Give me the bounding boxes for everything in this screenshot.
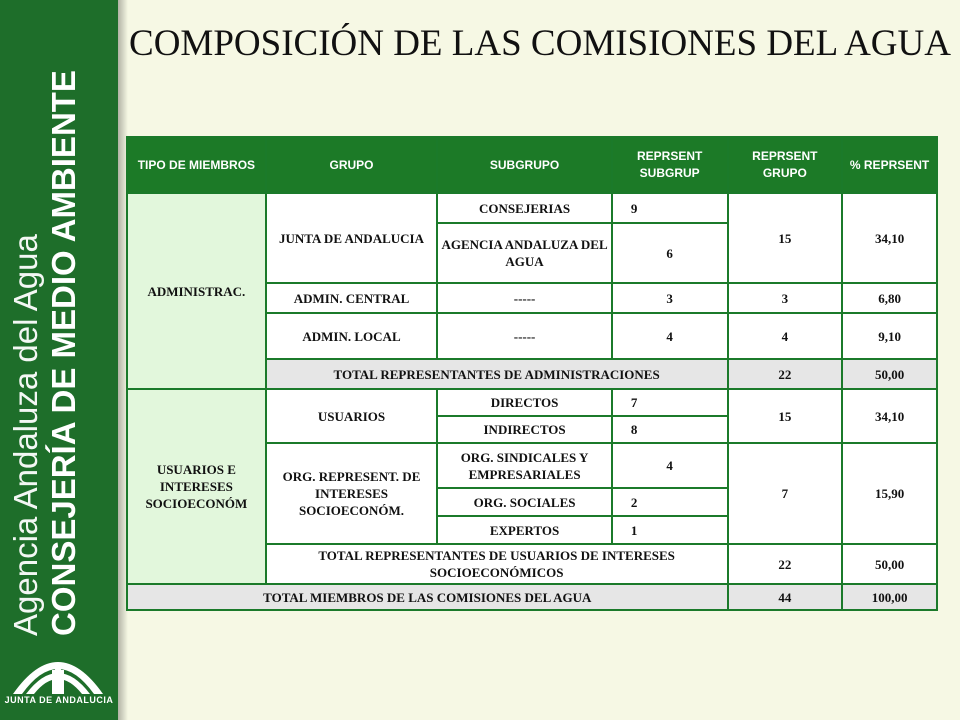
- cell-rep-indirectos: 8: [612, 416, 728, 443]
- cell-tipo-usuarios: USUARIOS E INTERESES SOCIOECONÓM: [127, 389, 266, 584]
- cell-sub-sindicales: ORG. SINDICALES Y EMPRESARIALES: [437, 443, 612, 488]
- cell-grand-total-label: TOTAL MIEMBROS DE LAS COMISIONES DEL AGUA: [127, 584, 728, 610]
- department-name: CONSEJERÍA DE MEDIO AMBIENTE: [45, 70, 82, 636]
- cell-repgrupo-usuarios: 15: [728, 389, 843, 443]
- table-row-total: [127, 584, 937, 610]
- cell-repgrupo-org: 7: [728, 443, 843, 544]
- cell-sub-agencia: AGENCIA ANDALUZA DEL AGUA: [437, 223, 612, 283]
- cell-rep-agencia: 6: [612, 223, 728, 283]
- cell-total-usuarios-label: TOTAL REPRESENTANTES DE USUARIOS DE INTERESES SOCIOECONÓMICOS: [266, 544, 728, 584]
- sidebar-text: [7, 70, 107, 636]
- cell-rep-sindicales: 4: [612, 443, 728, 488]
- cell-repgrupo-junta: 15: [728, 193, 843, 283]
- header-pct: % REPRSENT: [842, 137, 937, 193]
- logo-label: JUNTA DE ANDALUCIA: [4, 695, 114, 705]
- cell-tipo-admin: ADMINISTRAC.: [127, 193, 266, 389]
- cell-pct-org: 15,90: [842, 443, 937, 544]
- cell-total-usuarios-pct: 50,00: [842, 544, 937, 584]
- cell-rep-consejerias: 9: [612, 193, 728, 223]
- cell-grupo-junta: JUNTA DE ANDALUCIA: [266, 193, 438, 283]
- cell-sub-directos: DIRECTOS: [437, 389, 612, 416]
- page-title: COMPOSICIÓN DE LAS COMISIONES DEL AGUA: [129, 23, 951, 64]
- cell-sub-expertos: EXPERTOS: [437, 516, 612, 544]
- header-tipo: TIPO DE MIEMBROS: [127, 137, 266, 193]
- cell-grupo-central: ADMIN. CENTRAL: [266, 283, 438, 313]
- cell-total-admin-label: TOTAL REPRESENTANTES DE ADMINISTRACIONES: [266, 359, 728, 389]
- table-row: [127, 389, 937, 416]
- cell-sub-indirectos: INDIRECTOS: [437, 416, 612, 443]
- cell-rep-sociales: 2: [612, 488, 728, 516]
- cell-rep-local: 4: [612, 313, 728, 359]
- cell-rep-directos: 7: [612, 389, 728, 416]
- cell-grupo-usuarios: USUARIOS: [266, 389, 438, 443]
- cell-sub-consejerias: CONSEJERIAS: [437, 193, 612, 223]
- header-rep-subgrup: REPRSENT SUBGRUP: [612, 137, 728, 193]
- cell-pct-junta: 34,10: [842, 193, 937, 283]
- cell-repgrupo-local: 4: [728, 313, 843, 359]
- cell-grand-total-rep: 44: [728, 584, 843, 610]
- cell-repgrupo-central: 3: [728, 283, 843, 313]
- agency-name: Agencia Andaluza del Agua: [7, 234, 44, 636]
- cell-pct-local: 9,10: [842, 313, 937, 359]
- cell-grupo-local: ADMIN. LOCAL: [266, 313, 438, 359]
- cell-rep-central: 3: [612, 283, 728, 313]
- cell-grand-total-pct: 100,00: [842, 584, 937, 610]
- cell-grupo-org: ORG. REPRESENT. DE INTERESES SOCIOECONÓM.: [266, 443, 438, 544]
- table-header-row: [127, 137, 937, 193]
- header-subgrupo: SUBGRUPO: [437, 137, 612, 193]
- table-row: [127, 193, 937, 223]
- cell-pct-central: 6,80: [842, 283, 937, 313]
- header-grupo: GRUPO: [266, 137, 438, 193]
- cell-sub-local: -----: [437, 313, 612, 359]
- cell-sub-central: -----: [437, 283, 612, 313]
- cell-rep-expertos: 1: [612, 516, 728, 544]
- cell-total-usuarios-rep: 22: [728, 544, 843, 584]
- cell-sub-sociales: ORG. SOCIALES: [437, 488, 612, 516]
- commissions-table: [126, 136, 938, 611]
- cell-total-admin-rep: 22: [728, 359, 843, 389]
- header-rep-grupo: REPRSENT GRUPO: [728, 137, 843, 193]
- cell-pct-usuarios: 34,10: [842, 389, 937, 443]
- cell-total-admin-pct: 50,00: [842, 359, 937, 389]
